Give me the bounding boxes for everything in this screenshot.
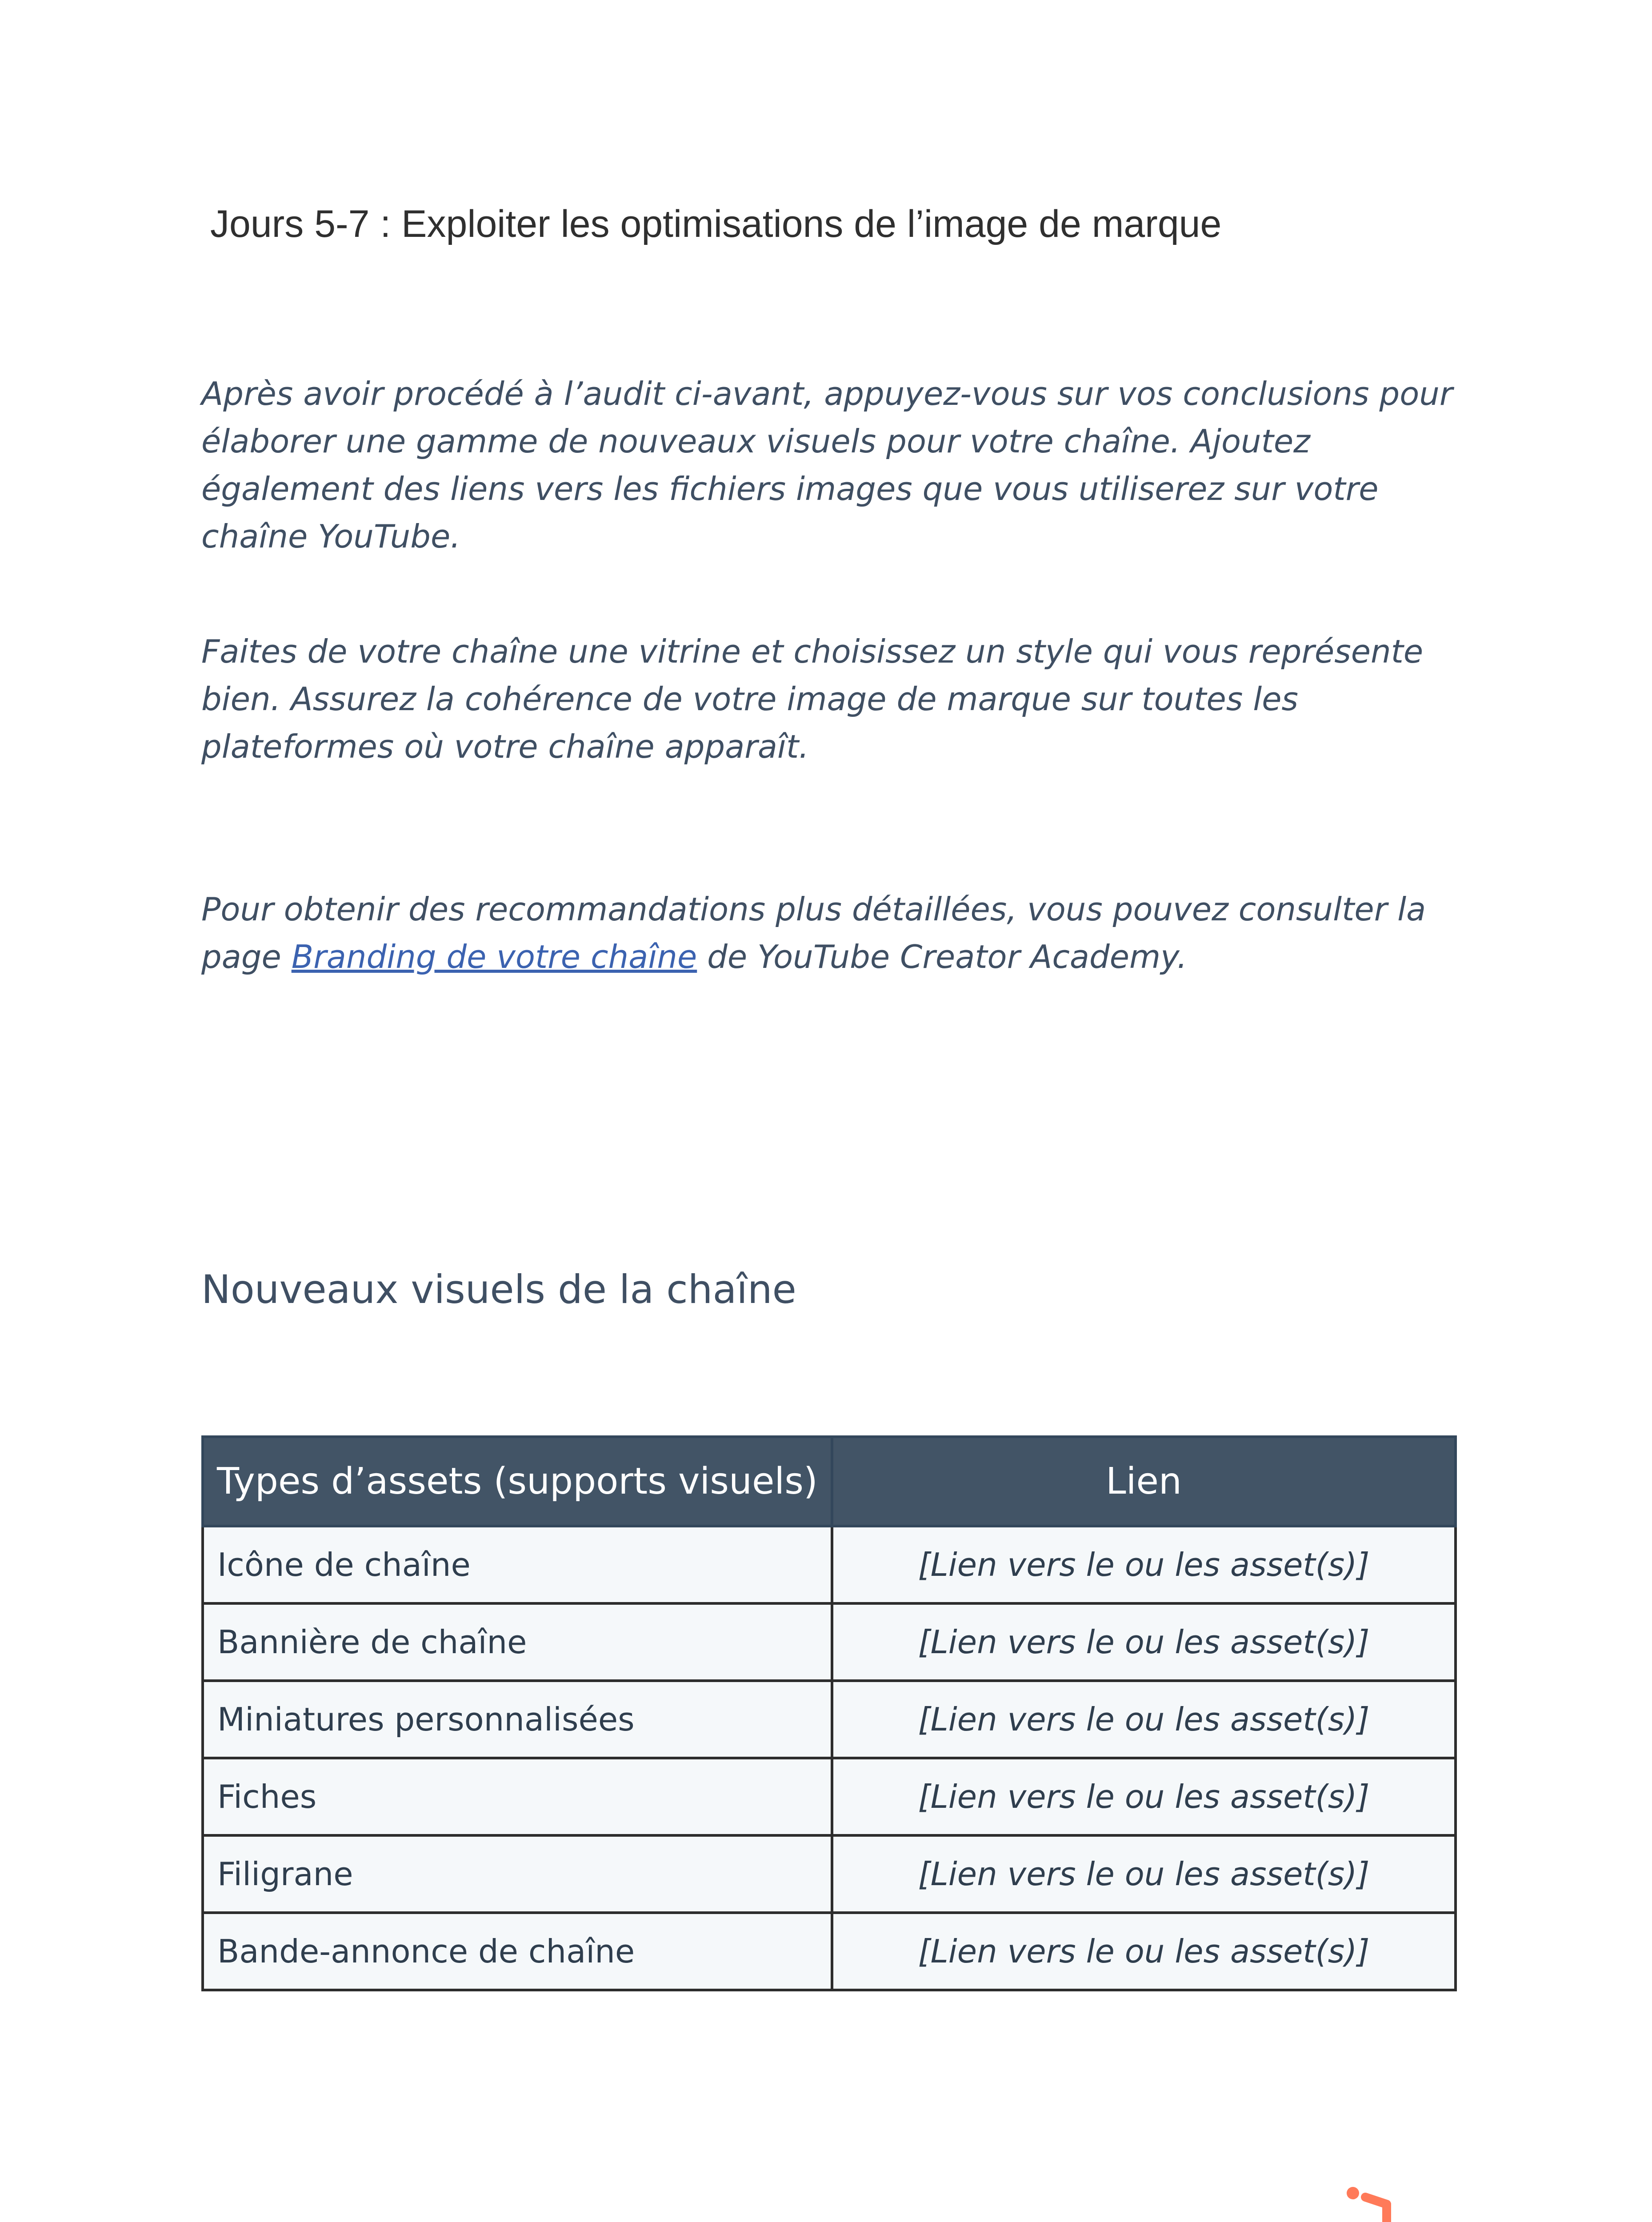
asset-type-cell: Bannière de chaîne: [203, 1603, 832, 1681]
asset-link-cell[interactable]: [Lien vers le ou les asset(s)]: [832, 1835, 1456, 1913]
asset-type-cell: Bande-annonce de chaîne: [203, 1913, 832, 1990]
assets-table: [201, 1435, 1457, 1991]
section-heading: Nouveaux visuels de la chaîne: [201, 1267, 796, 1312]
table-row: [203, 1913, 1456, 1990]
recommendation-text-after: de YouTube Creator Academy.: [697, 938, 1188, 975]
branding-link[interactable]: Branding de votre chaîne: [291, 938, 697, 975]
style-paragraph: Faites de votre chaîne une vitrine et choisissez un style qui vous représente bien. Assurez la cohérence de votre image de marque sur toutes les plateformes où votre chaîne apparaît.: [201, 633, 1424, 765]
asset-link-cell[interactable]: [Lien vers le ou les asset(s)]: [832, 1913, 1456, 1990]
table-row: [203, 1758, 1456, 1835]
asset-link-cell[interactable]: [Lien vers le ou les asset(s)]: [832, 1526, 1456, 1603]
hubspot-sprocket-icon: [1338, 2186, 1431, 2222]
asset-link-cell[interactable]: [Lien vers le ou les asset(s)]: [832, 1681, 1456, 1758]
header-asset-types: Types d’assets (supports visuels): [203, 1437, 832, 1526]
asset-type-cell: Icône de chaîne: [203, 1526, 832, 1603]
table-row: [203, 1526, 1456, 1603]
recommendation-text-before: Pour obtenir des recommandations plus détaillées, vous pouvez consulter la page: [201, 891, 1426, 975]
asset-link-cell[interactable]: [Lien vers le ou les asset(s)]: [832, 1758, 1456, 1835]
asset-type-cell: Fiches: [203, 1758, 832, 1835]
hubspot-sprocket-shape: [1347, 2187, 1404, 2222]
header-link: Lien: [832, 1437, 1456, 1526]
table-row: [203, 1603, 1456, 1681]
intro-paragraph: Après avoir procédé à l’audit ci-avant, appuyez-vous sur vos conclusions pour élaborer une gamme de nouveaux visuels pour votre chaîne. Ajoutez également des liens vers les fichiers images que vous utiliserez sur votre chaîne YouTube.: [201, 375, 1453, 555]
asset-link-cell[interactable]: [Lien vers le ou les asset(s)]: [832, 1603, 1456, 1681]
table-header-row: [203, 1437, 1456, 1526]
table-row: [203, 1681, 1456, 1758]
recommendation-paragraph: [201, 886, 1472, 981]
table-row: [203, 1835, 1456, 1913]
asset-type-cell: Filigrane: [203, 1835, 832, 1913]
page-title: Jours 5-7 : Exploiter les optimisations de l’image de marque: [210, 203, 1222, 245]
asset-type-cell: Miniatures personnalisées: [203, 1681, 832, 1758]
